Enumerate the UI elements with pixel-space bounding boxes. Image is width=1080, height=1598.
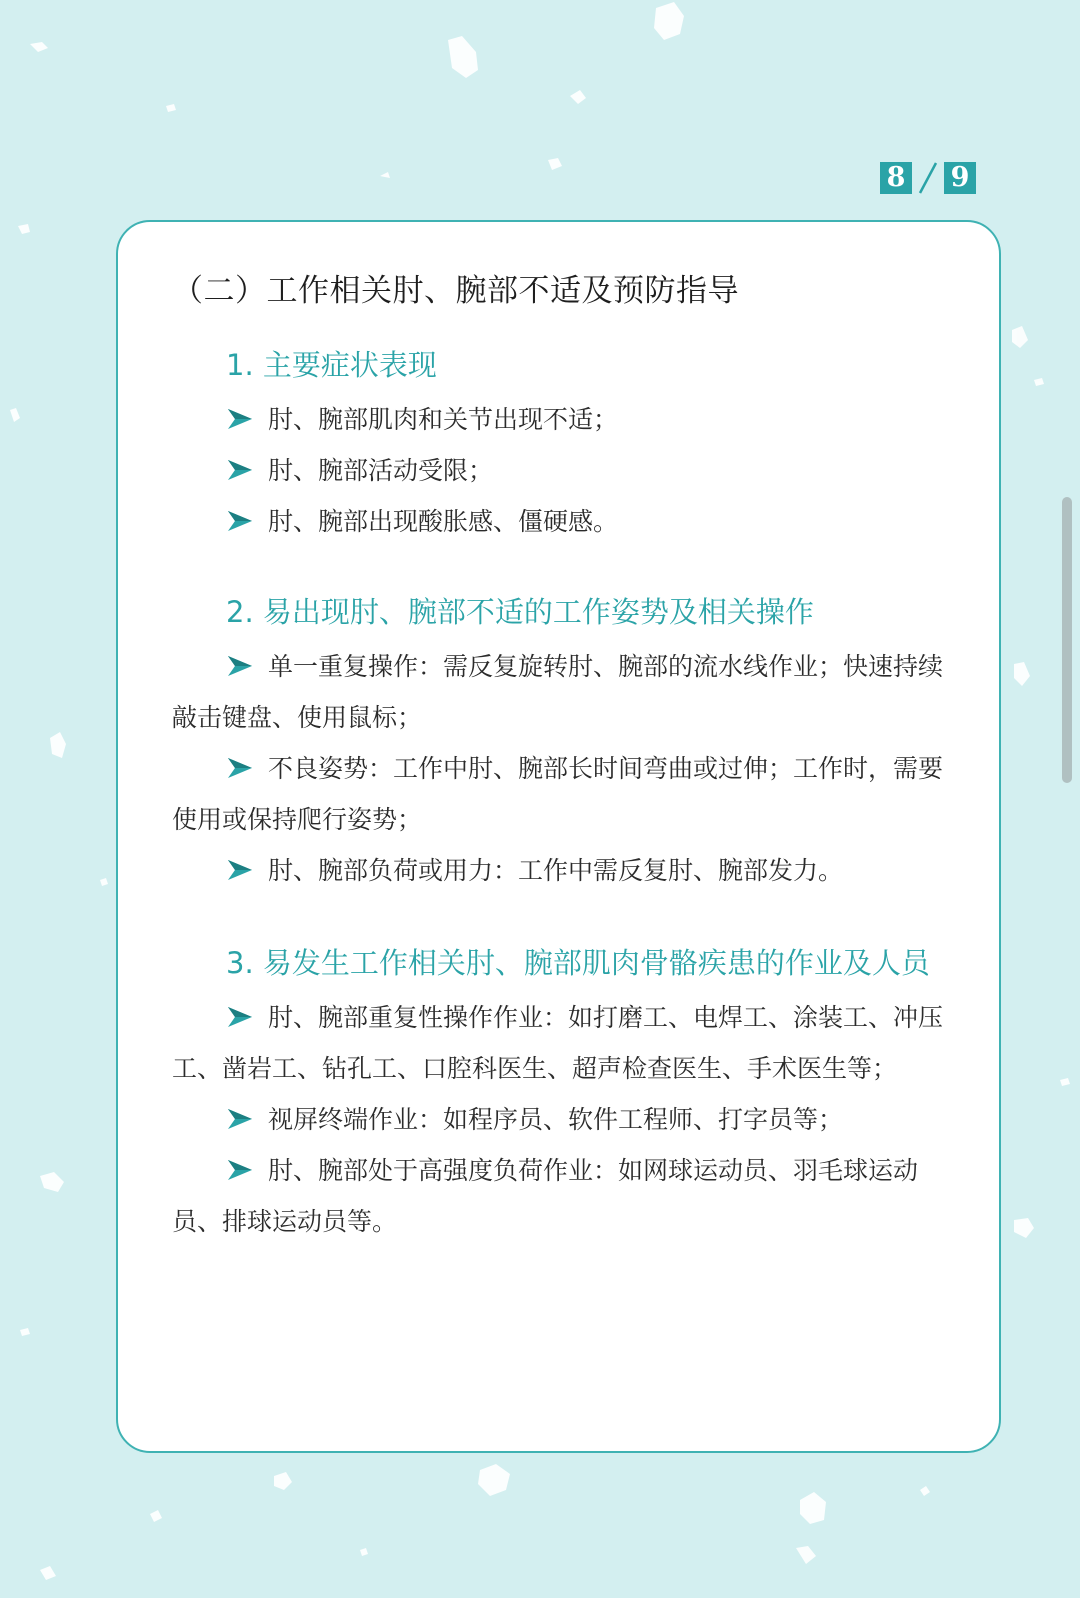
- section-title: （二）工作相关肘、腕部不适及预防指导: [172, 273, 739, 309]
- list-item-text: 肘、腕部负荷或用力：工作中需反复肘、腕部发力。: [268, 856, 844, 885]
- list-item: [172, 1094, 948, 1145]
- arrow-right-icon: [226, 407, 254, 431]
- arrow-right-icon: [226, 858, 254, 882]
- list-item: [172, 743, 948, 845]
- current-page-number: 8: [880, 162, 912, 194]
- arrow-right-icon: [226, 654, 254, 678]
- arrow-right-icon: [226, 1107, 254, 1131]
- subsection-title-occupations: 3. 易发生工作相关肘、腕部肌肉骨骼疾患的作业及人员: [226, 946, 930, 980]
- page-indicator: [880, 161, 976, 195]
- vertical-scrollbar[interactable]: [1062, 497, 1072, 783]
- list-item: [172, 641, 948, 743]
- content-card: [116, 220, 1001, 1453]
- list-item-text: 肘、腕部肌肉和关节出现不适；: [268, 405, 619, 434]
- page-separator-slash: [912, 161, 944, 195]
- list-item: [172, 992, 948, 1094]
- arrow-right-icon: [226, 1005, 254, 1029]
- arrow-right-icon: [226, 509, 254, 533]
- list-item-text: 不良姿势：工作中肘、腕部长时间弯曲或过伸；工作时，需要使用或保持爬行姿势；: [172, 754, 944, 834]
- list-item-text: 肘、腕部出现酸胀感、僵硬感。: [268, 507, 619, 536]
- list-item: [172, 845, 948, 896]
- list-item-text: 肘、腕部活动受限；: [268, 456, 494, 485]
- list-item-text: 视屏终端作业：如程序员、软件工程师、打字员等；: [268, 1105, 844, 1134]
- subsection-title-symptoms: 1. 主要症状表现: [226, 348, 437, 382]
- arrow-right-icon: [226, 756, 254, 780]
- arrow-right-icon: [226, 458, 254, 482]
- list-item: [172, 496, 948, 547]
- list-item: [172, 445, 948, 496]
- list-item-text: 单一重复操作：需反复旋转肘、腕部的流水线作业；快速持续敲击键盘、使用鼠标；: [172, 652, 944, 732]
- list-item-text: 肘、腕部重复性操作作业：如打磨工、电焊工、涂装工、冲压工、凿岩工、钻孔工、口腔科医生、超声检查医生、手术医生等；: [172, 1003, 944, 1083]
- list-item: [172, 1145, 948, 1247]
- subsection-title-postures: 2. 易出现肘、腕部不适的工作姿势及相关操作: [226, 595, 814, 629]
- arrow-right-icon: [226, 1158, 254, 1182]
- card-content: [172, 270, 948, 1247]
- list-item: [172, 394, 948, 445]
- total-pages-number: 9: [944, 162, 976, 194]
- list-item-text: 肘、腕部处于高强度负荷作业：如网球运动员、羽毛球运动员、排球运动员等。: [172, 1156, 919, 1236]
